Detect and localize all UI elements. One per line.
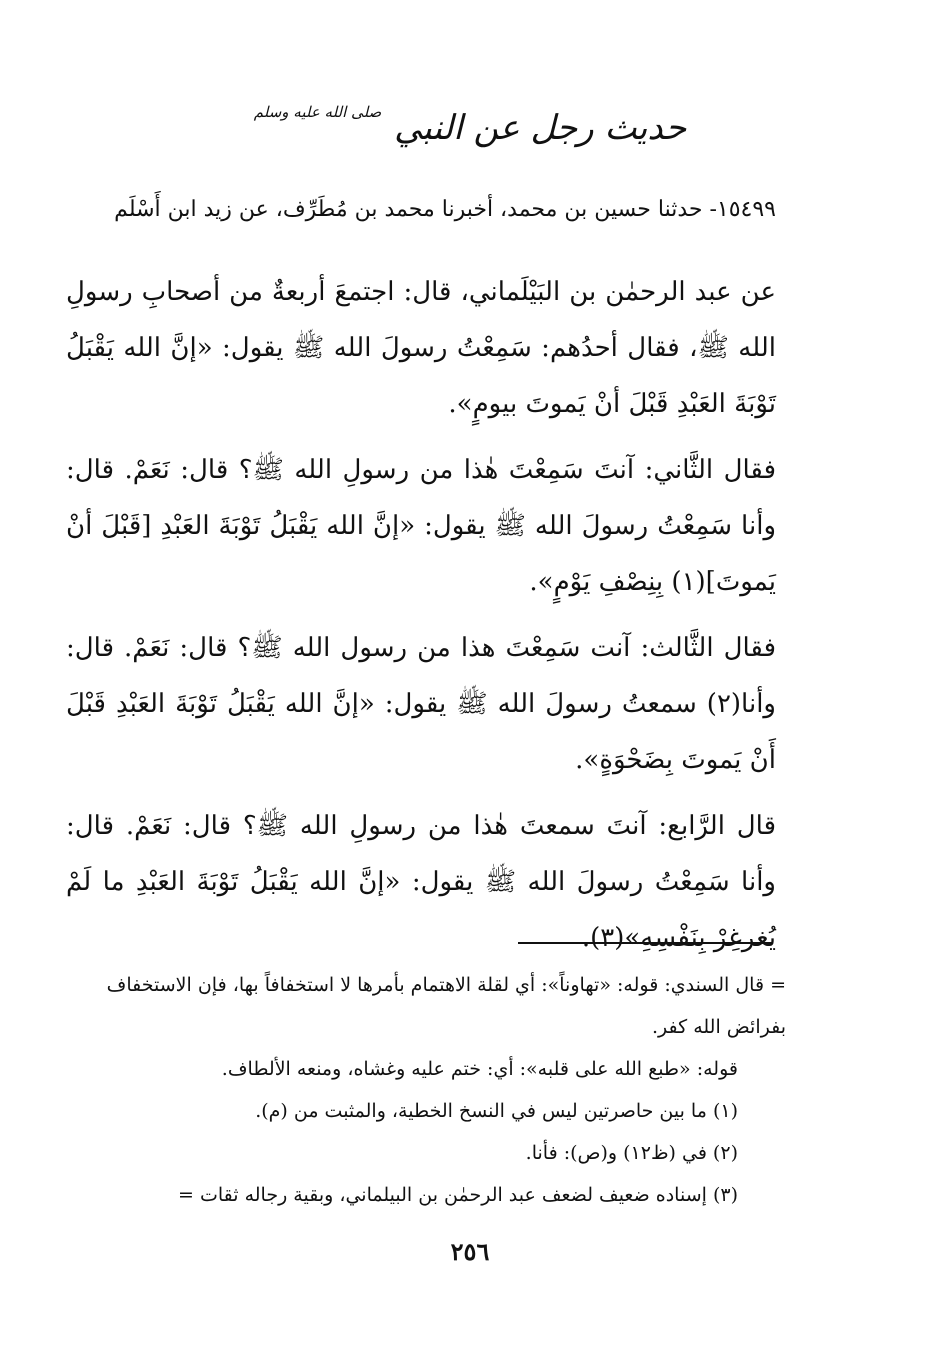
footnote-3: (٣) إسناده ضعيف لضعف عبد الرحمٰن بن البيلماني، وبقية رجاله ثقات = <box>178 1184 738 1206</box>
page-number: ٢٥٦ <box>450 1237 490 1266</box>
paragraph-2: فقال الثَّاني: آنتَ سَمِعْتَ هٰذا من رسولِ الله ﷺ؟ قال: نَعَمْ. قال: وأنا سَمِعْتُ رسولَ الله ﷺ يقول: «إنَّ الله يَقْبَلُ تَوْبَةَ العَبْدِ [قَبْلَ أنْ يَموتَ](١) بِنِصْفِ يَوْمٍ». <box>66 455 776 597</box>
footnote-1: (١) ما بين حاصرتين ليس في النسخ الخطية، والمثبت من (م). <box>255 1100 738 1122</box>
salutation: صلى الله عليه وسلم <box>253 103 382 121</box>
hadith-heading <box>0 82 940 158</box>
paragraph-1: عن عبد الرحمٰن بن البَيْلَماني، قال: اجتمعَ أربعةٌ من أصحابِ رسولِ الله ﷺ، فقال أحدُهم: سَمِعْتُ رسولَ الله ﷺ يقول: «إنَّ الله يَقْبَلُ تَوْبَةَ العَبْدِ قَبْلَ أنْ يَموتَ بيومٍ». <box>66 277 776 419</box>
heading-title: حديث رجل عن النبي <box>394 108 687 148</box>
footnote-2: (٢) في (ظ١٢) و(ص): فأنا. <box>525 1142 738 1164</box>
footnotes <box>70 964 786 1216</box>
paragraph-4: قال الرَّابع: آنتَ سمعتَ هٰذا من رسولِ الله ﷺ؟ قال: نَعَمْ. قال: وأنا سَمِعْتُ رسولَ الله ﷺ يقول: «إنَّ الله يَقْبَلُ تَوْبَةَ العَبْدِ ما لَمْ يُغرغِرْ بِنَفْسِهِ»(٣). <box>66 811 776 953</box>
paragraph-3: فقال الثَّالث: آنت سَمِعْتَ هذا من رسول الله ﷺ؟ قال: نَعَمْ. قال: وأنا(٢) سمعتُ رسولَ الله ﷺ يقول: «إنَّ الله يَقْبَلُ تَوْبَةَ العَبْدِ قَبْلَ أَنْ يَموتَ بِضَحْوَةٍ». <box>66 633 776 775</box>
footnote-continuation: = قال السندي: قوله: «تهاوناً»: أي لقلة الاهتمام بأمرها لا استخفافاً بها، فإن الاستخفاف بفرائض الله كفر. <box>106 974 786 1038</box>
isnad-line: ١٥٤٩٩- حدثنا حسين بن محمد، أخبرنا محمد بن مُطَرِّف، عن زيد ابن أَسْلَم <box>114 197 776 222</box>
footnote-separator <box>518 942 773 944</box>
hadith-body <box>66 264 776 976</box>
footnote-a: قوله: «طبع الله على قلبه»: أي: ختم عليه وغشاه، ومنعه الألطاف. <box>221 1058 738 1080</box>
